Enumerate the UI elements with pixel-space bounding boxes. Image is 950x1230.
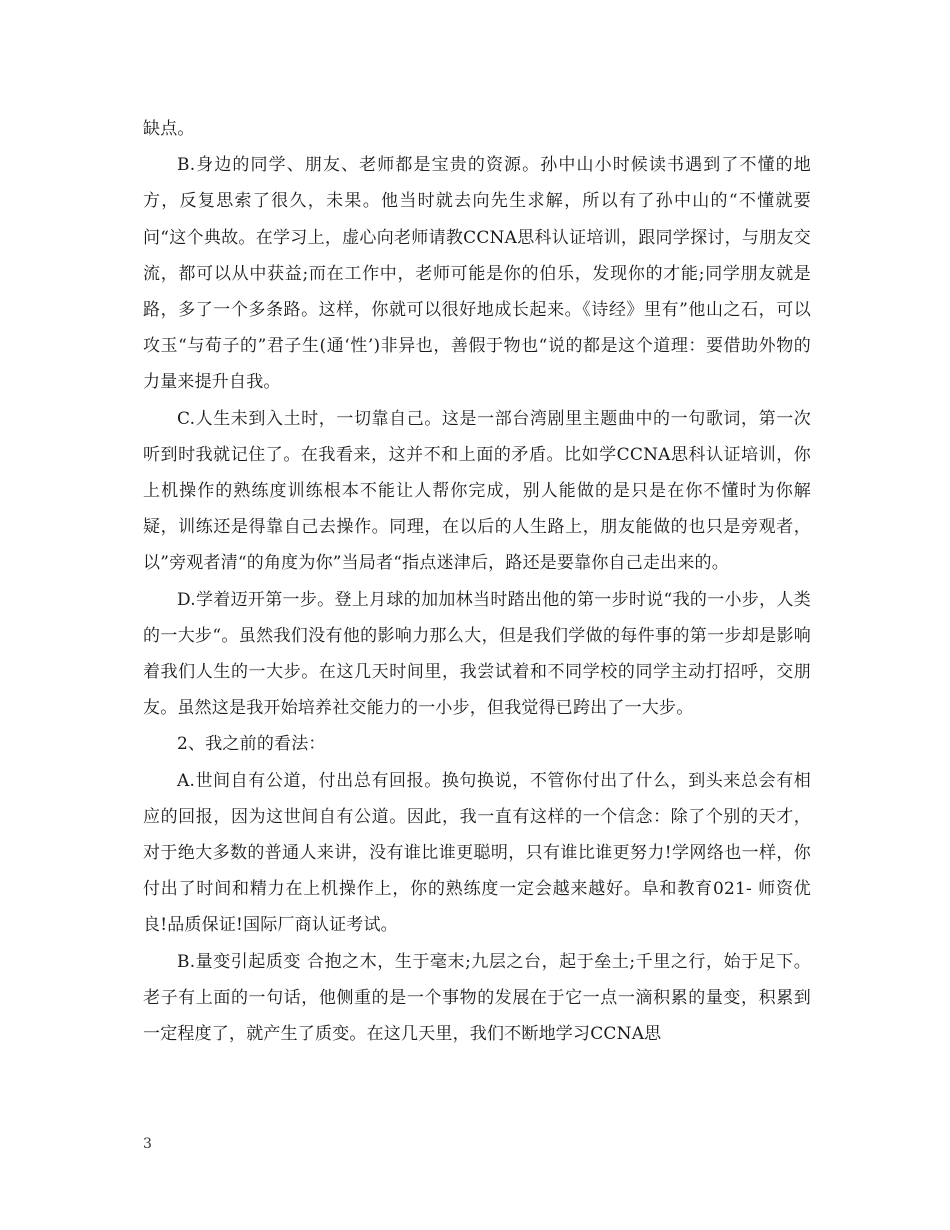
paragraph-d-first-step: D.学着迈开第一步。登上月球的加加林当时踏出他的第一步时说“我的一小步，人类的一大步“。虽然我们没有他的影响力那么大，但是我们学做的每件事的第一步却是影响着我们人生的一大步。在这几天时间里，我尝试着和不同学校的同学主动打招呼，交朋友。虽然这是我开始培养社交能力的一小步，但我觉得已跨出了一大步。 bbox=[143, 589, 811, 719]
page-number: 3 bbox=[143, 1136, 152, 1152]
section-heading-previous-views: 2、我之前的看法： bbox=[177, 734, 326, 755]
paragraph-b-resources: B.身边的同学、朋友、老师都是宝贵的资源。孙中山小时候读书遇到了不懂的地方，反复思索了很久，未果。他当时就去向先生求解，所以有了孙中山的“不懂就要问“这个典故。在学习上，虚心向老师请教CCNA思科认证培训，跟同学探讨，与朋友交流，都可以从中获益;而在工作中，老师可能是你的伯乐，发现你的才能;同学朋友就是路，多了一个多条路。这样，你就可以很好地成长起来。《诗经》里有”他山之石，可以攻玉“与荀子的”君子生(通‘性’)非异也，善假于物也“说的都是这个道理：要借助外物的力量来提升自我。 bbox=[143, 155, 811, 393]
paragraph-b-quantitative-change: B.量变引起质变 合抱之木，生于毫末;九层之台，起于垒土;千里之行，始于足下。老子有上面的一句话，他侧重的是一个事物的发展在于它一点一滴积累的量变，积累到一定程度了，就产生了质变。在这几天里，我们不断地学习CCNA思 bbox=[143, 951, 811, 1045]
paragraph-fragment: 缺点。 bbox=[143, 119, 195, 139]
paragraph-c-self-reliance: C.人生未到入土时，一切靠自己。这是一部台湾剧里主题曲中的一句歌词，第一次听到时我就记住了。在我看来，这并不和上面的矛盾。比如学CCNA思科认证培训，你上机操作的熟练度训练根本不能让人帮你完成，别人能做的是只是在你不懂时为你解疑，训练还是得靠自己去操作。同理，在以后的人生路上，朋友能做的也只是旁观者，以”旁观者清“的角度为你”当局者“指点迷津后，路还是要靠你自己走出来的。 bbox=[143, 408, 811, 574]
paragraph-a-fairness: A.世间自有公道，付出总有回报。换句换说，不管你付出了什么，到头来总会有相应的回报，因为这世间自有公道。因此，我一直有这样的一个信念：除了个别的天才，对于绝大多数的普通人来讲，没有谁比谁更聪明，只有谁比谁更努力!学网络也一样，你付出了时间和精力在上机操作上，你的熟练度一定会越来越好。阜和教育021- 师资优良!品质保证!国际厂商认证考试。 bbox=[143, 770, 811, 936]
body-text bbox=[143, 111, 811, 1052]
